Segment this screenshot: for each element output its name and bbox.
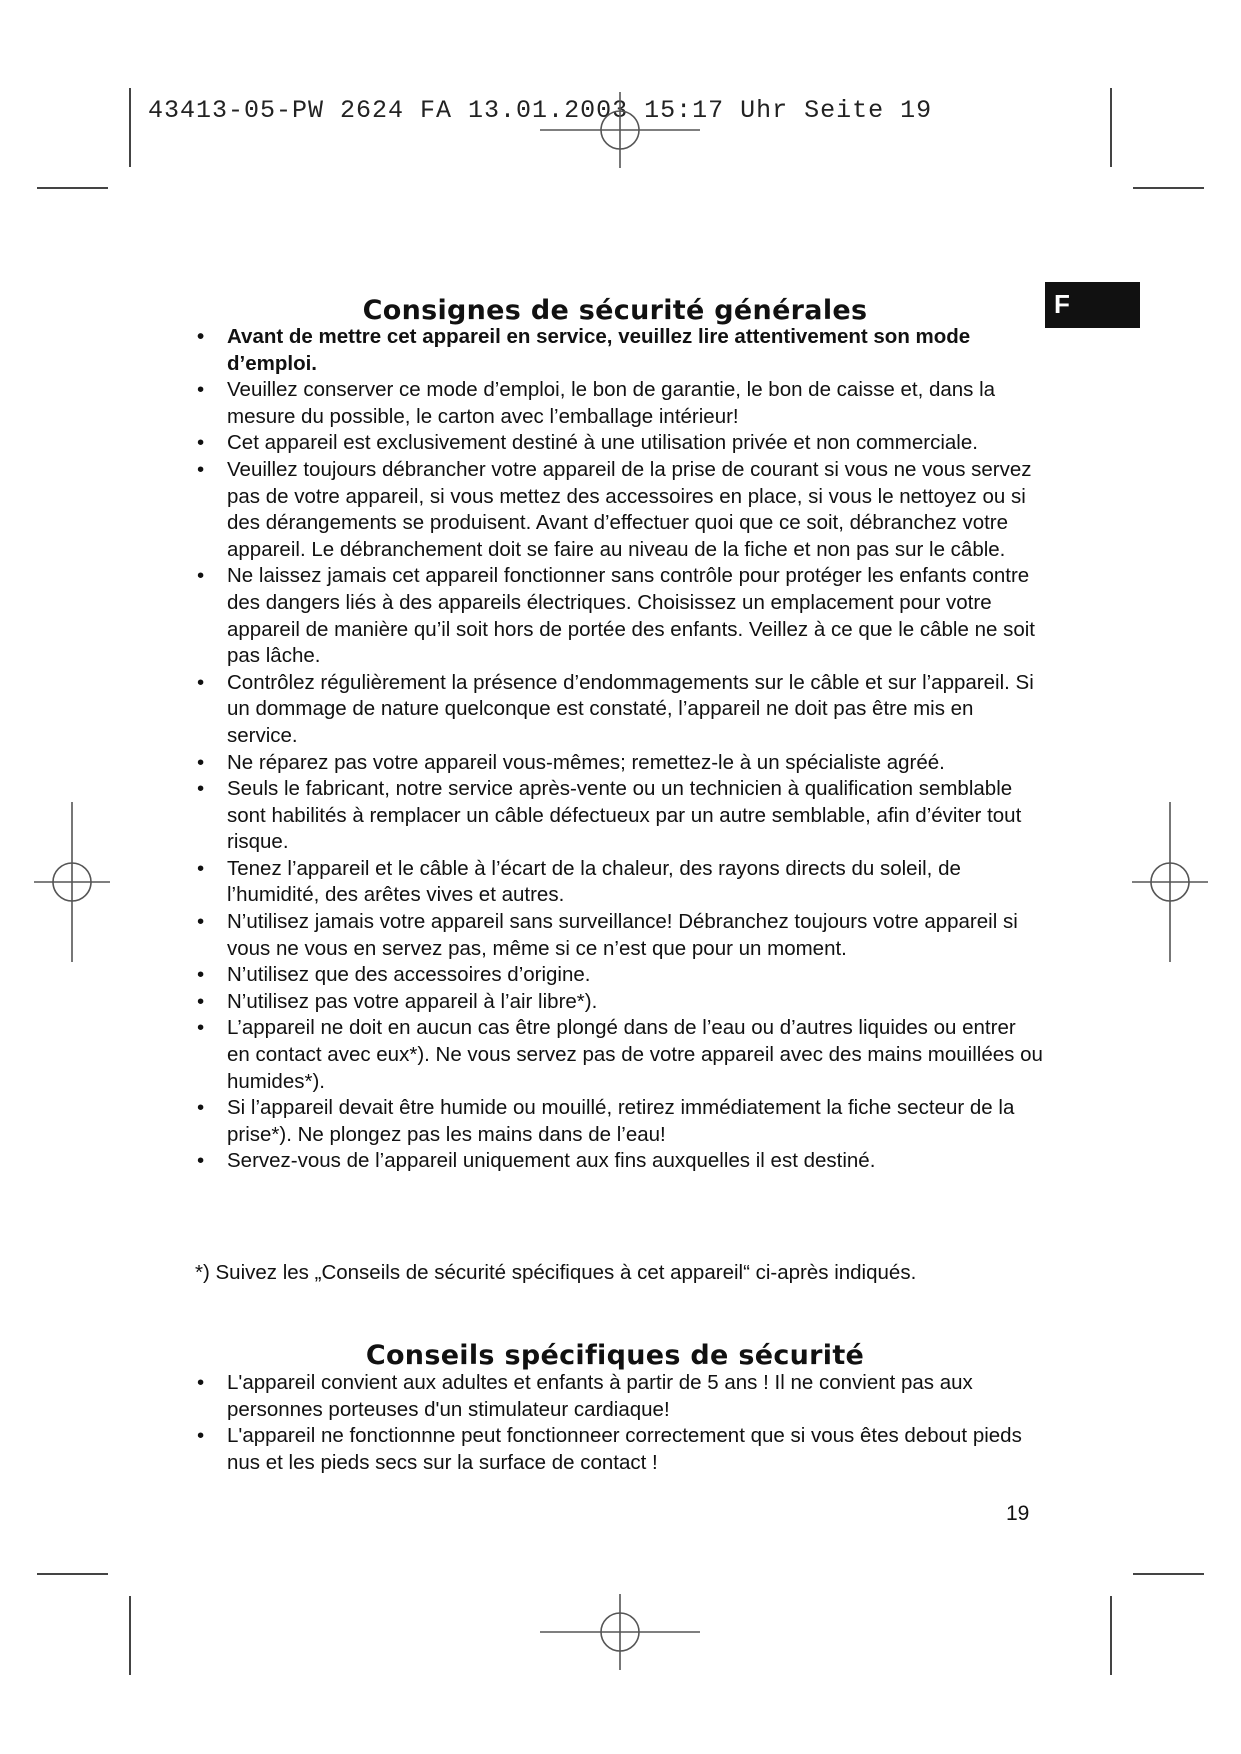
list-item: • Ne réparez pas votre appareil vous-mêmes; remettez-le à un spécialiste agréé. <box>193 750 1043 777</box>
list-item: • Contrôlez régulièrement la présence d’endommagements sur le câble et sur l’appareil. Si un dommage de nature quelconque est constaté, l’appareil ne doit pas être mis en service. <box>193 670 1043 750</box>
language-tab: F <box>1045 282 1140 328</box>
registration-mark-right <box>1132 802 1208 962</box>
registration-mark-bottom <box>540 1594 700 1670</box>
list-item: • L'appareil ne fonctionnne peut fonctionneer correctement que si vous êtes debout pieds nus et les pieds secs sur la surface de contact ! <box>193 1423 1043 1476</box>
list-item: • Avant de mettre cet appareil en service, veuillez lire attentivement son mode d’emploi. <box>193 324 1043 377</box>
footnote: *) Suivez les „Conseils de sécurité spécifiques à cet appareil“ ci-après indiqués. <box>195 1260 917 1284</box>
section-title-specific-safety: Conseils spécifiques de sécurité <box>365 1340 865 1372</box>
page-number: 19 <box>1006 1502 1030 1525</box>
specific-safety-list <box>193 1370 1043 1476</box>
list-item: • Veuillez toujours débrancher votre appareil de la prise de courant si vous ne vous servez pas de votre appareil, si vous mettez des accessoires en place, si vous le nettoyez ou si des dérangements se produisent. Avant d’effectuer quoi que ce soit, débranchez votre appareil. Le débranchement doit se faire au niveau de la fiche et non pas sur le câble. <box>193 457 1043 563</box>
list-item: • Veuillez conserver ce mode d’emploi, le bon de garantie, le bon de caisse et, dans la mesure du possible, le carton avec l’emballage intérieur! <box>193 377 1043 430</box>
list-item: • Seuls le fabricant, notre service après-vente ou un technicien à qualification semblable sont habilités à remplacer un câble défectueux par un autre semblable, afin d’éviter tout risque. <box>193 776 1043 856</box>
general-safety-list <box>193 324 1043 1175</box>
list-item: • L'appareil convient aux adultes et enfants à partir de 5 ans ! Il ne convient pas aux personnes porteuses d'un stimulateur cardiaque! <box>193 1370 1043 1423</box>
list-item: • L’appareil ne doit en aucun cas être plongé dans de l’eau ou d’autres liquides ou entrer en contact avec eux*). Ne vous servez pas de votre appareil avec des mains mouillées ou humides*). <box>193 1015 1043 1095</box>
list-item: • Cet appareil est exclusivement destiné à une utilisation privée et non commerciale. <box>193 430 1043 457</box>
list-item: • Tenez l’appareil et le câble à l’écart de la chaleur, des rayons directs du soleil, de l’humidité, des arêtes vives et autres. <box>193 856 1043 909</box>
section-title-general-safety: Consignes de sécurité générales <box>362 295 868 327</box>
list-item: • N’utilisez jamais votre appareil sans surveillance! Débranchez toujours votre appareil si vous ne vous en servez pas, même si ce n’est que pour un moment. <box>193 909 1043 962</box>
list-item: • Ne laissez jamais cet appareil fonctionner sans contrôle pour protéger les enfants contre des dangers liés à des appareils électriques. Choisissez un emplacement pour votre appareil de manière qu’il soit hors de portée des enfants. Veillez à ce que le câble ne soit pas lâche. <box>193 563 1043 669</box>
print-slug: 43413-05-PW 2624 FA 13.01.2003 15:17 Uhr Seite 19 <box>148 96 933 125</box>
list-item: • N’utilisez que des accessoires d’origine. <box>193 962 1043 989</box>
list-item: • N’utilisez pas votre appareil à l’air libre*). <box>193 989 1043 1016</box>
list-item: • Si l’appareil devait être humide ou mouillé, retirez immédiatement la fiche secteur de la prise*). Ne plongez pas les mains dans de l’eau! <box>193 1095 1043 1148</box>
registration-mark-left <box>34 802 110 962</box>
list-item: • Servez-vous de l’appareil uniquement aux fins auxquelles il est destiné. <box>193 1148 1043 1175</box>
